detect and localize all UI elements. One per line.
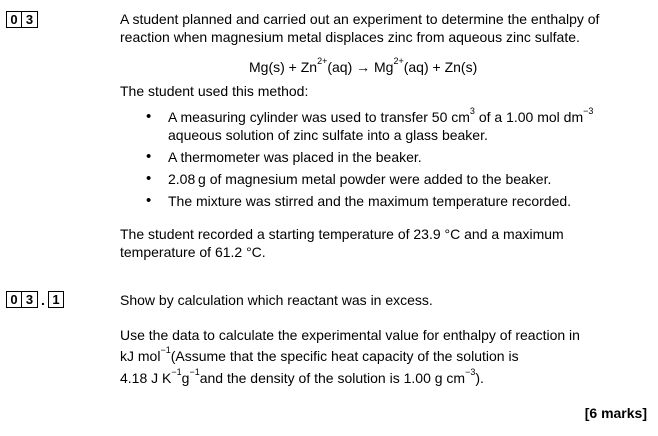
subquestion-number-box [6,291,64,308]
subquestion-line-1: Show by calculation which reactant was in excess. [120,292,433,308]
intro-line-1: A student planned and carried out an experiment to determine the enthalpy of [120,11,600,27]
mg-charge: 2+ [393,56,404,67]
method-list [146,108,593,210]
subquestion-line-2: Use the data to calculate the experimental value for enthalpy of reaction in [120,327,580,343]
marks-label: [6 marks] [584,405,647,421]
question-digit: 3 [22,11,38,28]
list-item: • The mixture was stirred and the maximum temperature recorded. [146,192,593,210]
list-item: • A thermometer was placed in the beaker. [146,148,593,166]
equation-right: (aq) + Zn(s) [403,59,478,75]
subquestion-digit: 3 [22,291,38,308]
subquestion-part-digit: 1 [48,291,64,308]
reaction-equation [249,58,477,76]
equation-middle: (aq) → Mg [327,59,394,75]
question-digit: 0 [6,11,22,28]
question-number-box [6,11,38,28]
subquestion-separator: . [41,291,45,308]
subquestion-digit: 0 [6,291,22,308]
result-line-2: temperature of 61.2 °C. [120,244,266,260]
intro-line-2: reaction when magnesium metal displaces zinc from aqueous zinc sulfate. [120,29,580,45]
subquestion-line-4: 4.18 J $K^{-1}g^{-1}and$ the density of the solution is 1.00 g $cm^{-3}$). [120,367,484,386]
result-line-1: The student recorded a starting temperature of 23.9 °C and a maximum [120,226,564,242]
zn-charge: 2+ [317,56,328,67]
method-heading: The student used this method: [120,83,309,99]
equation-left: Mg(s) + Zn [249,59,318,75]
list-item: • 2.08 g of magnesium metal powder were added to the beaker. [146,170,593,188]
subquestion-line-3: kJ mol$^{-1}$(Assume that the specific heat capacity of the solution is [120,345,519,364]
list-item: • A measuring cylinder was used to transfer 50 $cm^3$ of a 1.00 mol $dm^{-3}$ aqueous solution of zinc sulfate into a glass beaker. [146,108,593,144]
